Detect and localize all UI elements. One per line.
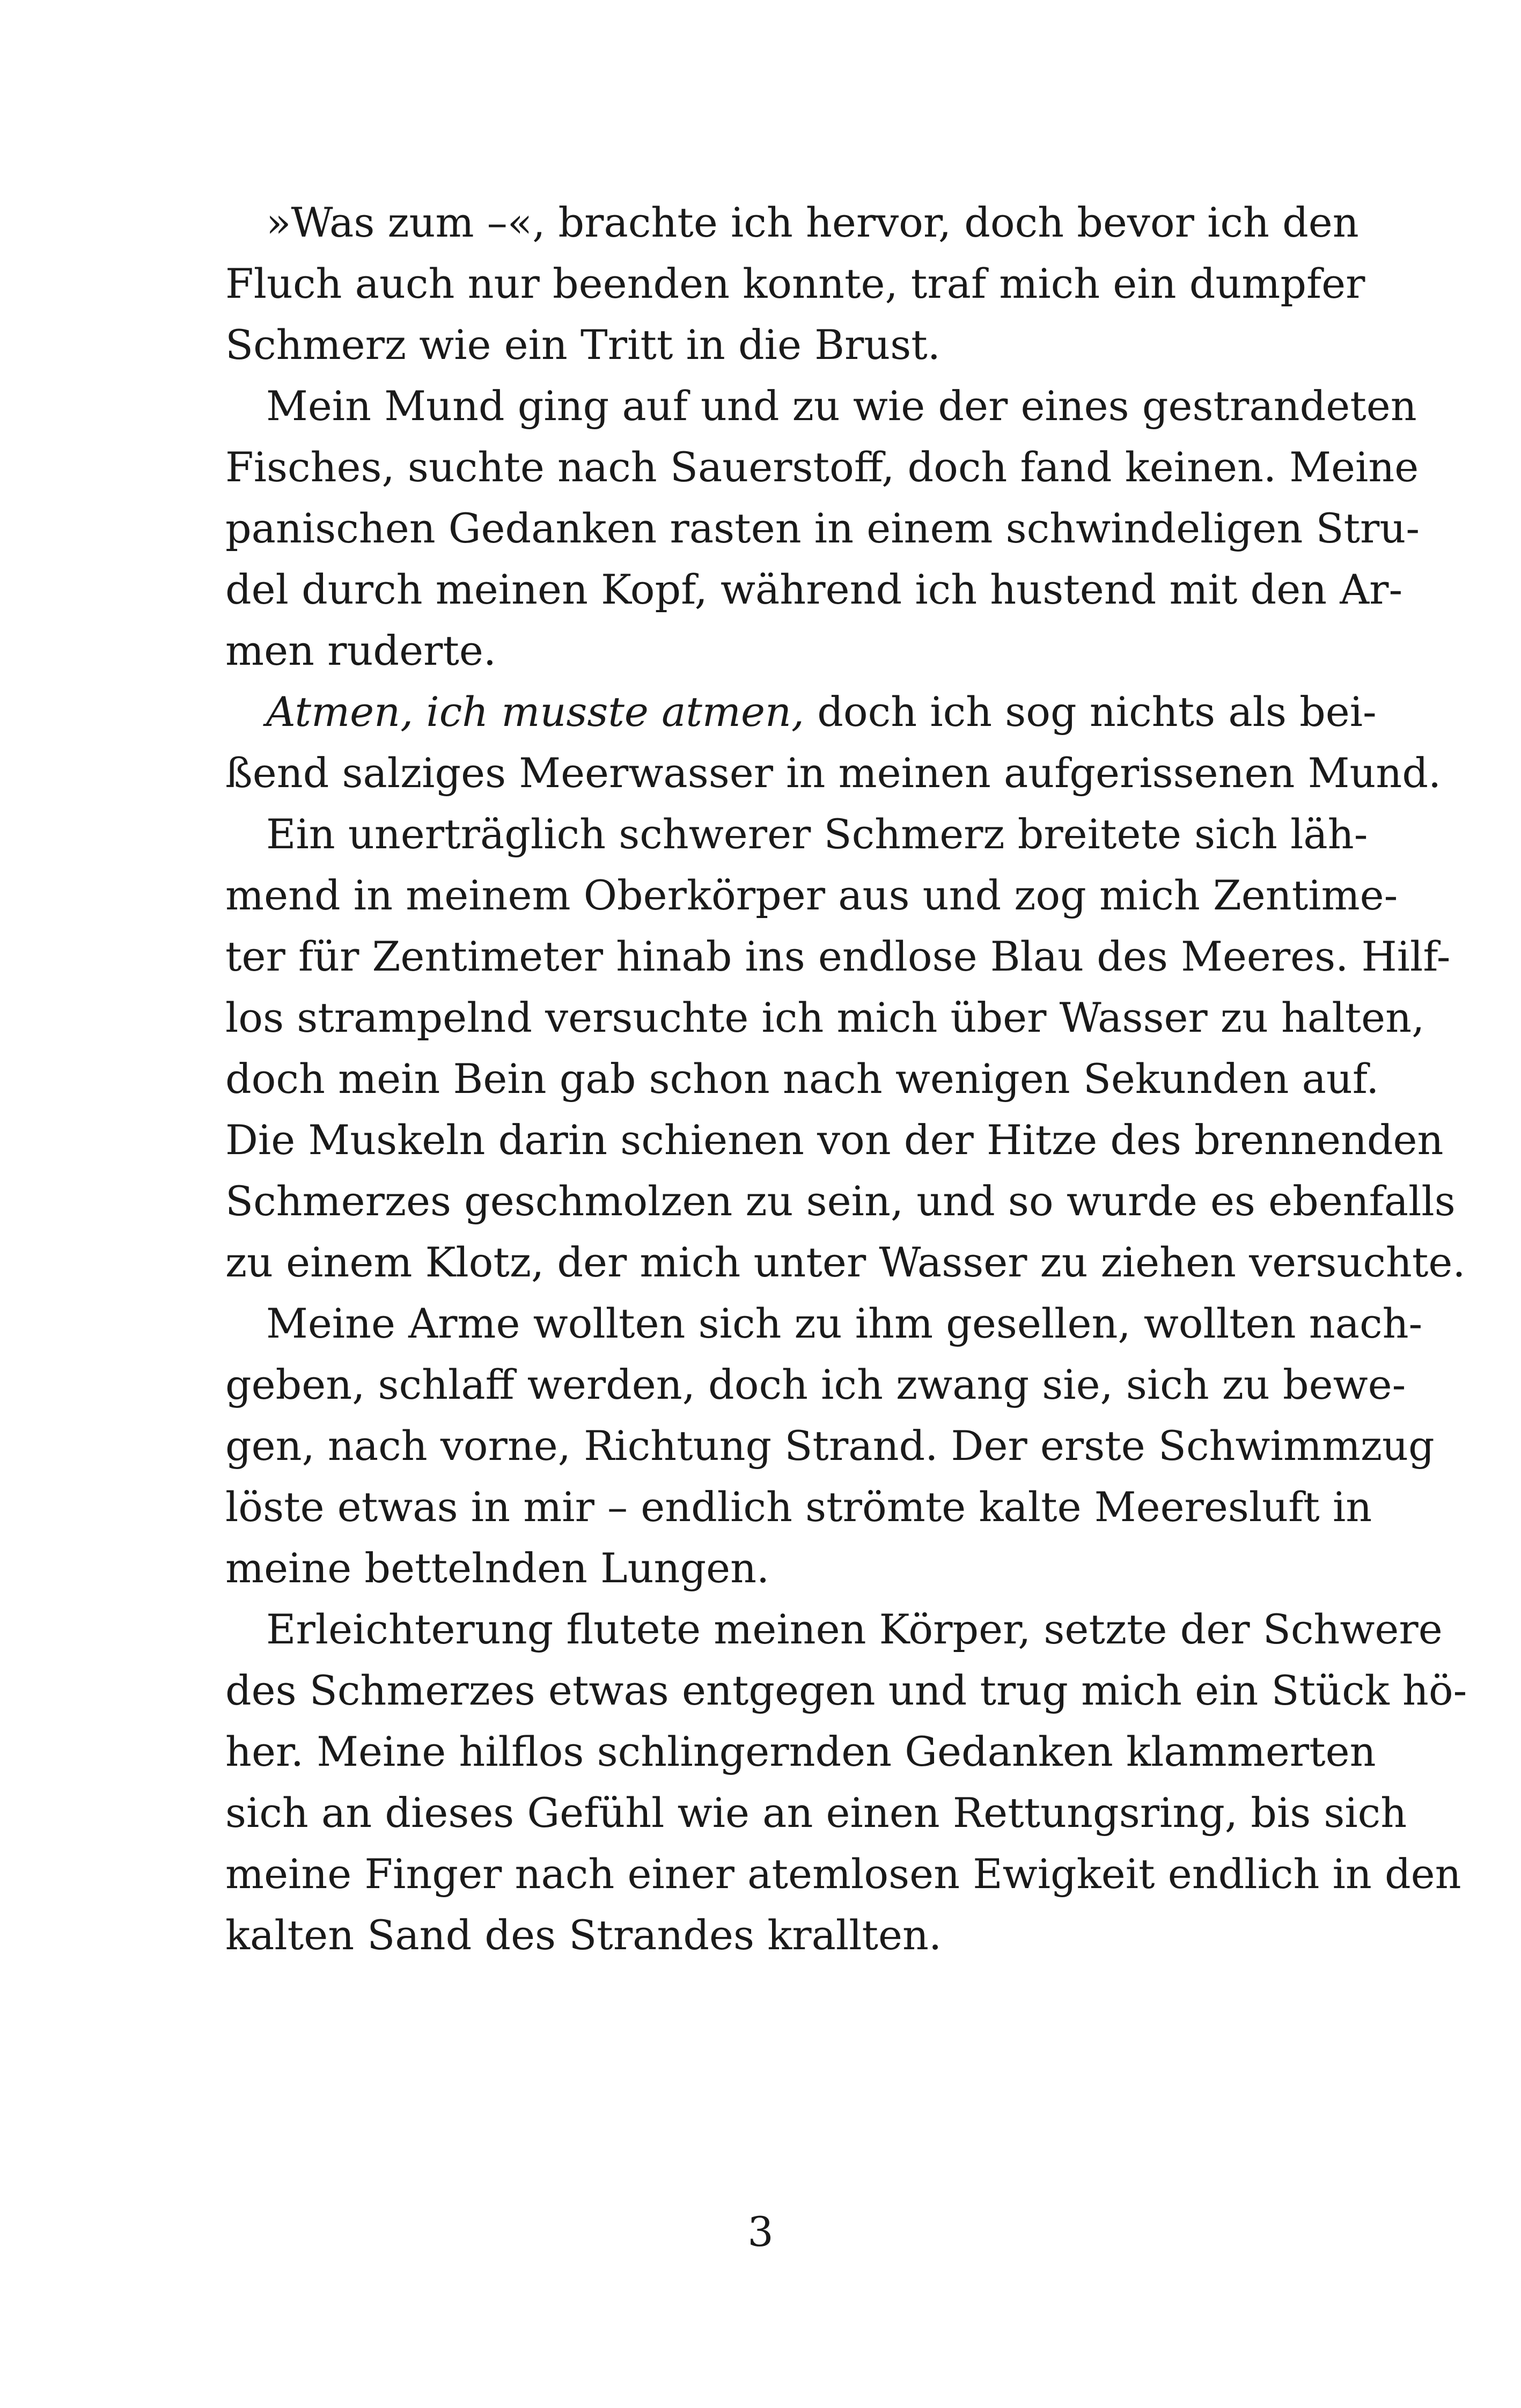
text-line: her. Meine hilflos schlingernden Gedanken klammerten [225, 1728, 1376, 1775]
text-line: doch mein Bein gab schon nach wenigen Sekunden auf. [225, 1055, 1379, 1103]
paragraph [225, 1293, 1435, 1599]
text-line: meine Finger nach einer atemlosen Ewigkeit endlich in den [225, 1850, 1461, 1898]
text-line: men ruderte. [225, 627, 497, 674]
text-line: ter für Zentimeter hinab ins endlose Blau des Meeres. Hilf- [225, 933, 1451, 980]
text-line: Erleichterung flutete meinen Körper, setzte der Schwere [266, 1605, 1443, 1653]
paragraph [225, 376, 1420, 681]
text-line: löste etwas in mir – endlich strömte kalte Meeresluft in [225, 1483, 1372, 1531]
text-line: Ein unerträglich schwerer Schmerz breitete sich läh- [266, 810, 1368, 858]
text-span: doch ich sog nichts als bei- [804, 688, 1377, 736]
text-line: zu einem Klotz, der mich unter Wasser zu ziehen versuchte. [225, 1238, 1466, 1286]
text-line: Fisches, suchte nach Sauerstoff, doch fand keinen. Meine [225, 443, 1419, 491]
text-line: geben, schlaff werden, doch ich zwang sie, sich zu bewe- [225, 1361, 1406, 1408]
text-line: mend in meinem Oberkörper aus und zog mich Zentime- [225, 871, 1398, 919]
paragraph [225, 1599, 1467, 1966]
italic-phrase: Atmen, ich musste atmen, [266, 688, 805, 736]
text-line: gen, nach vorne, Richtung Strand. Der erste Schwimmzug [225, 1422, 1435, 1470]
text-line: des Schmerzes etwas entgegen und trug mich ein Stück hö- [225, 1666, 1467, 1714]
text-line: ßend salziges Meerwasser in meinen aufgerissenen Mund. [225, 749, 1442, 797]
text-line: Meine Arme wollten sich zu ihm gesellen, wollten nach- [266, 1300, 1423, 1347]
paragraph [225, 192, 1365, 376]
text-line: Die Muskeln darin schienen von der Hitze des brennenden [225, 1116, 1444, 1164]
text-line: del durch meinen Kopf, während ich hustend mit den Ar- [225, 566, 1403, 613]
paragraph [225, 804, 1466, 1293]
page-number: 3 [747, 2208, 774, 2256]
text-line: »Was zum –«, brachte ich hervor, doch bevor ich den [266, 199, 1359, 246]
text-line: Fluch auch nur beenden konnte, traf mich ein dumpfer [225, 260, 1365, 307]
text-line: panischen Gedanken rasten in einem schwindeligen Stru- [225, 504, 1420, 552]
body-text [225, 192, 1467, 1966]
text-line: Schmerz wie ein Tritt in die Brust. [225, 321, 940, 369]
text-line: meine bettelnden Lungen. [225, 1544, 770, 1592]
text-line: sich an dieses Gefühl wie an einen Rettungsring, bis sich [225, 1789, 1407, 1837]
text-line: Schmerzes geschmolzen zu sein, und so wurde es ebenfalls [225, 1177, 1456, 1225]
text-line: Mein Mund ging auf und zu wie der eines gestrandeten [266, 382, 1417, 430]
text-line: los strampelnd versuchte ich mich über Wasser zu halten, [225, 994, 1425, 1041]
text-line: kalten Sand des Strandes krallten. [225, 1911, 942, 1959]
paragraph [225, 681, 1442, 804]
text-line [225, 681, 1377, 743]
